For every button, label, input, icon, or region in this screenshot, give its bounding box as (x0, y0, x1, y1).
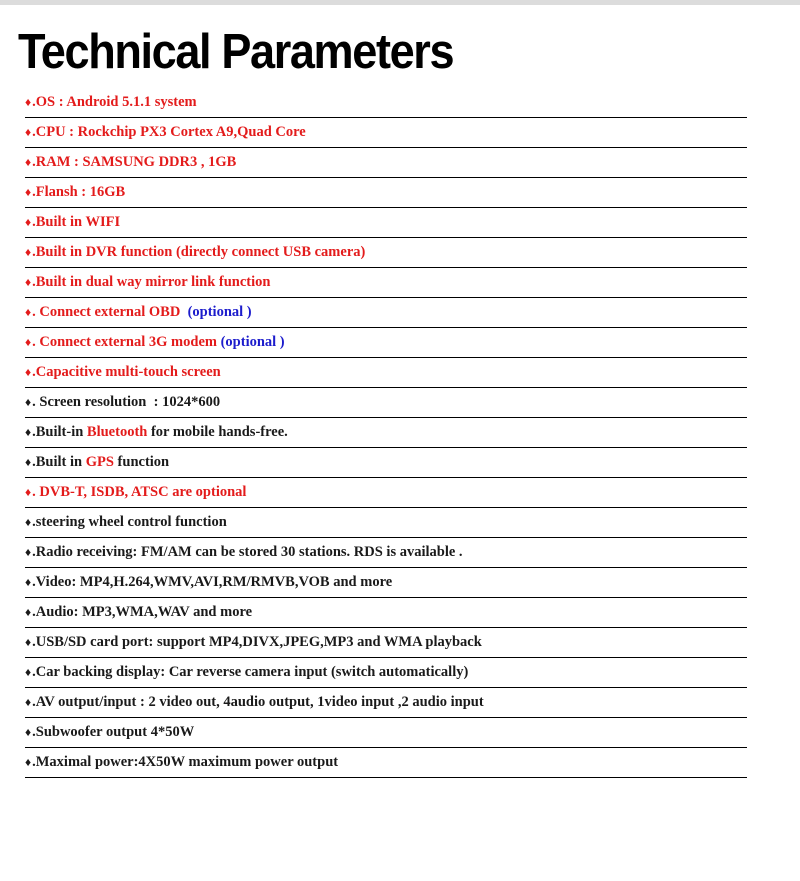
diamond-bullet-icon: ♦ (25, 635, 32, 649)
spec-text-segment: .Capacitive multi-touch screen (32, 364, 221, 380)
diamond-bullet-icon: ♦ (25, 455, 32, 469)
spec-text-segment: Bluetooth (86, 424, 148, 440)
spec-text-segment: . Connect external 3G modem (32, 334, 221, 350)
spec-row (25, 328, 747, 358)
diamond-bullet-icon: ♦ (25, 215, 32, 229)
spec-text-segment: . Screen resolution : 1024*600 (32, 394, 221, 410)
spec-text-segment: .Video: MP4,H.264,WMV,AVI,RM/RMVB,VOB and more (32, 574, 393, 590)
spec-text-segment: (optional ) (220, 334, 285, 350)
diamond-bullet-icon: ♦ (25, 725, 32, 739)
spec-row (25, 568, 747, 598)
spec-text-segment: .USB/SD card port: support MP4,DIVX,JPEG,MP3 and WMA playback (32, 634, 482, 650)
spec-text-segment: .Built in DVR function (directly connect USB camera) (32, 244, 366, 260)
diamond-bullet-icon: ♦ (25, 665, 32, 679)
diamond-bullet-icon: ♦ (25, 485, 32, 499)
spec-row (25, 388, 747, 418)
spec-row (25, 268, 747, 298)
diamond-bullet-icon: ♦ (25, 335, 32, 349)
diamond-bullet-icon: ♦ (25, 395, 32, 409)
spec-row (25, 238, 747, 268)
spec-row (25, 628, 747, 658)
diamond-bullet-icon: ♦ (25, 185, 32, 199)
spec-text-segment: .steering wheel control function (32, 514, 227, 530)
diamond-bullet-icon: ♦ (25, 575, 32, 589)
top-divider-bar (0, 0, 800, 5)
diamond-bullet-icon: ♦ (25, 515, 32, 529)
spec-text-segment: .Audio: MP3,WMA,WAV and more (32, 604, 253, 620)
spec-text-segment: .Subwoofer output 4*50W (32, 724, 195, 740)
spec-text-segment: .Built in WIFI (32, 214, 121, 230)
spec-row (25, 658, 747, 688)
spec-text-segment: .OS : Android 5.1.1 system (32, 94, 197, 110)
spec-text-segment: .Car backing display: Car reverse camera input (switch automatically) (32, 664, 469, 680)
spec-row (25, 208, 747, 238)
spec-text-segment: for mobile hands-free. (147, 424, 288, 440)
spec-row (25, 148, 747, 178)
diamond-bullet-icon: ♦ (25, 305, 32, 319)
spec-text-segment: .Built in dual way mirror link function (32, 274, 271, 290)
spec-list (25, 88, 747, 778)
spec-row (25, 688, 747, 718)
diamond-bullet-icon: ♦ (25, 755, 32, 769)
diamond-bullet-icon: ♦ (25, 545, 32, 559)
spec-text-segment: .Maximal power:4X50W maximum power output (32, 754, 339, 770)
diamond-bullet-icon: ♦ (25, 695, 32, 709)
spec-text-segment: GPS (85, 454, 114, 470)
spec-text-segment: .Built-in (32, 424, 87, 440)
diamond-bullet-icon: ♦ (25, 605, 32, 619)
spec-row (25, 598, 747, 628)
spec-row (25, 538, 747, 568)
spec-text-segment: .Flansh : 16GB (32, 184, 126, 200)
diamond-bullet-icon: ♦ (25, 95, 32, 109)
diamond-bullet-icon: ♦ (25, 125, 32, 139)
spec-row (25, 508, 747, 538)
spec-row (25, 298, 747, 328)
spec-row (25, 448, 747, 478)
diamond-bullet-icon: ♦ (25, 425, 32, 439)
spec-row (25, 178, 747, 208)
spec-text-segment: . Connect external OBD (32, 304, 188, 320)
spec-row (25, 748, 747, 778)
spec-text-segment: function (113, 454, 170, 470)
spec-text-segment: .AV output/input : 2 video out, 4audio output, 1video input ,2 audio input (32, 694, 484, 710)
spec-text-segment: .Radio receiving: FM/AM can be stored 30 stations. RDS is available . (32, 544, 463, 560)
spec-text-segment: .Built in (32, 454, 86, 470)
page-title: Technical Parameters (18, 25, 454, 79)
spec-row (25, 118, 747, 148)
spec-text-segment: . DVB-T, ISDB, ATSC are optional (32, 484, 247, 500)
diamond-bullet-icon: ♦ (25, 275, 32, 289)
spec-row (25, 478, 747, 508)
spec-text-segment: .RAM : SAMSUNG DDR3 , 1GB (32, 154, 237, 170)
diamond-bullet-icon: ♦ (25, 155, 32, 169)
spec-row (25, 88, 747, 118)
spec-text-segment: (optional ) (187, 304, 252, 320)
spec-row (25, 418, 747, 448)
spec-row (25, 718, 747, 748)
diamond-bullet-icon: ♦ (25, 365, 32, 379)
spec-text-segment: .CPU : Rockchip PX3 Cortex A9,Quad Core (32, 124, 306, 140)
diamond-bullet-icon: ♦ (25, 245, 32, 259)
spec-row (25, 358, 747, 388)
